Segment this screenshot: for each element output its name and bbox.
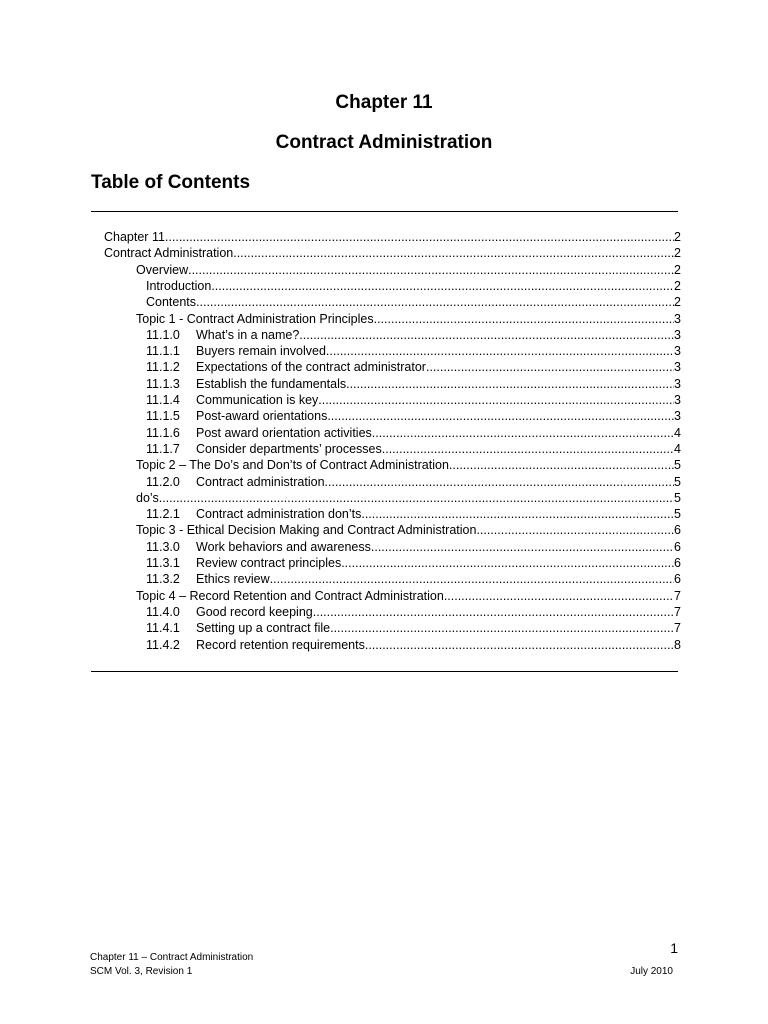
toc-top-rule — [91, 211, 678, 212]
toc-entry-page: 4 — [674, 441, 681, 456]
toc-entry-page: 2 — [674, 230, 681, 244]
toc-entry-page: 6 — [674, 572, 681, 587]
toc-dot-leader — [211, 278, 674, 294]
toc-entry-page: 3 — [674, 409, 681, 424]
toc-entry-number: 11.4.1 — [146, 621, 180, 636]
toc-entry-title: Expectations of the contract administrator — [196, 360, 426, 375]
toc-dot-leader — [341, 555, 674, 571]
toc-entry-title: Work behaviors and awareness — [196, 539, 371, 554]
toc-entry-page: 6 — [674, 523, 681, 538]
toc-entry-page: 6 — [674, 556, 681, 570]
toc-entry-page: 2 — [674, 278, 681, 293]
toc-dot-leader — [374, 311, 674, 327]
toc-entry-page: 3 — [674, 344, 681, 359]
toc-dot-leader — [371, 539, 674, 555]
toc-dot-leader — [318, 392, 674, 408]
footer-volume-label: SCM Vol. 3, Revision 1 — [90, 966, 193, 977]
toc-dot-leader — [188, 262, 674, 278]
toc-entry-page: 2 — [674, 246, 681, 261]
toc-entry-page: 7 — [674, 588, 681, 603]
toc-entry-page: 8 — [674, 637, 681, 652]
toc-entry-page: 5 — [674, 507, 681, 522]
toc-entry[interactable] — [146, 506, 681, 522]
toc-entry[interactable] — [136, 490, 681, 506]
toc-entry-title: Topic 1 - Contract Administration Principles — [136, 311, 374, 326]
toc-dot-leader — [326, 343, 674, 359]
toc-entry[interactable] — [146, 359, 681, 375]
toc-entry-page: 5 — [674, 490, 681, 505]
toc-entry-number: 11.2.1 — [146, 507, 180, 522]
toc-entry-number: 11.1.3 — [146, 376, 180, 391]
toc-entry-page: 3 — [674, 311, 681, 326]
toc-dot-leader — [426, 359, 674, 375]
toc-entry-number: 11.4.0 — [146, 604, 180, 619]
toc-entry-page: 3 — [674, 393, 681, 407]
toc-entry[interactable] — [136, 457, 681, 473]
toc-entry-title: Record retention requirements — [196, 637, 365, 652]
toc-entry-title: Post award orientation activities — [196, 425, 372, 440]
toc-entry-title: What’s in a name? — [196, 327, 300, 342]
toc-entry-title: Chapter 11 — [104, 230, 165, 244]
toc-entry[interactable] — [146, 343, 681, 359]
toc-entry[interactable] — [146, 620, 681, 636]
toc-entry[interactable] — [146, 327, 681, 343]
page-number: 1 — [670, 940, 678, 956]
toc-dot-leader — [444, 588, 674, 604]
toc-entry-number: 11.1.0 — [146, 327, 180, 342]
toc-entry-title: Contract administration — [196, 474, 325, 489]
toc-entry-number: 11.1.6 — [146, 425, 180, 440]
toc-entry-title: Buyers remain involved — [196, 344, 326, 359]
toc-entry[interactable] — [136, 262, 681, 278]
toc-dot-leader — [270, 571, 674, 587]
toc-entry-title: Communication is key — [196, 393, 319, 407]
toc-entry-title: Establish the fundamentals — [196, 376, 347, 391]
toc-dot-leader — [346, 376, 674, 392]
toc-dot-leader — [196, 294, 674, 310]
toc-entry-number: 11.3.2 — [146, 572, 180, 587]
toc-entry-number: 11.2.0 — [146, 474, 180, 489]
toc-dot-leader — [233, 245, 674, 261]
toc-heading: Table of Contents — [91, 172, 251, 193]
footer-date: July 2010 — [630, 966, 673, 977]
toc-entry-number: 11.3.0 — [146, 539, 180, 554]
toc-dot-leader — [159, 490, 674, 506]
toc-dot-leader — [476, 522, 674, 538]
toc-entry[interactable] — [146, 637, 681, 653]
toc-entry-title: Contents — [146, 295, 197, 310]
toc-entry-title: Topic 3 - Ethical Decision Making and Contract Administration — [136, 523, 477, 538]
chapter-title-heading: Contract Administration — [275, 132, 493, 153]
toc-entry-page: 3 — [674, 376, 681, 391]
toc-dot-leader — [313, 604, 674, 620]
toc-entry-title: Setting up a contract file — [196, 621, 331, 636]
toc-entry[interactable] — [104, 229, 681, 245]
toc-entry[interactable] — [146, 555, 681, 571]
toc-entry[interactable] — [146, 425, 681, 441]
toc-entry-number: 11.1.4 — [146, 393, 180, 407]
toc-entry-title: Contract Administration — [104, 246, 234, 261]
toc-entry-page: 7 — [674, 604, 681, 619]
toc-dot-leader — [382, 441, 674, 457]
toc-entry[interactable] — [146, 441, 681, 457]
toc-entry[interactable] — [136, 522, 681, 538]
toc-bottom-rule — [91, 671, 678, 672]
toc-entry[interactable] — [146, 294, 681, 310]
toc-dot-leader — [330, 620, 674, 636]
toc-entry[interactable] — [146, 278, 681, 294]
toc-entry-title: Introduction — [146, 278, 212, 293]
toc-entry-title: Overview — [136, 262, 189, 277]
toc-dot-leader — [327, 408, 674, 424]
toc-entry-page: 5 — [674, 474, 681, 489]
toc-entry[interactable] — [136, 311, 681, 327]
toc-dot-leader — [165, 229, 674, 245]
toc-entry[interactable] — [146, 376, 681, 392]
toc-entry-title: Contract administration don’ts — [196, 507, 362, 522]
toc-entry-number: 11.1.2 — [146, 360, 180, 375]
toc-entry[interactable] — [104, 245, 681, 261]
toc-entry[interactable] — [146, 474, 681, 490]
toc-entry-title: do’s — [136, 490, 159, 505]
toc-entry-title: Consider departments’ processes — [196, 441, 382, 456]
toc-entry-title: Topic 4 – Record Retention and Contract Administration — [136, 588, 444, 603]
toc-entry[interactable] — [136, 588, 681, 604]
toc-entry-number: 11.3.1 — [146, 556, 180, 570]
chapter-number-heading: Chapter 11 — [335, 92, 433, 113]
toc-entry-number: 11.1.1 — [146, 344, 180, 359]
toc-entry-title: Topic 2 – The Do’s and Don’ts of Contract Administration — [136, 458, 449, 473]
toc-dot-leader — [299, 327, 674, 343]
toc-entry-title: Good record keeping — [196, 604, 313, 619]
toc-dot-leader — [449, 457, 674, 473]
toc-entry-title: Review contract principles — [196, 556, 342, 570]
toc-dot-leader — [361, 506, 674, 522]
toc-entry-page: 6 — [674, 539, 681, 554]
toc-entry-title: Post-award orientations — [196, 409, 328, 424]
toc-entry-title: Ethics review — [196, 572, 270, 587]
footer-chapter-label: Chapter 11 – Contract Administration — [90, 952, 254, 963]
toc-entry[interactable] — [146, 571, 681, 587]
toc-entry[interactable] — [146, 539, 681, 555]
toc-dot-leader — [365, 637, 674, 653]
toc-entry-number: 11.1.5 — [146, 409, 180, 424]
toc-entry-page: 3 — [674, 327, 681, 342]
toc-entry-number: 11.1.7 — [146, 441, 180, 456]
toc-entry[interactable] — [146, 408, 681, 424]
toc-entry-page: 3 — [674, 360, 681, 375]
toc-dot-leader — [372, 425, 674, 441]
toc-entry-page: 4 — [674, 425, 681, 440]
toc-dot-leader — [325, 474, 675, 490]
toc-entry-page: 2 — [674, 295, 681, 310]
toc-entry-page: 7 — [674, 621, 681, 636]
toc-entry[interactable] — [146, 392, 681, 408]
toc-entry-number: 11.4.2 — [146, 637, 180, 652]
toc-entry[interactable] — [146, 604, 681, 620]
toc-entry-page: 5 — [674, 458, 681, 473]
toc-entry-page: 2 — [674, 262, 681, 277]
